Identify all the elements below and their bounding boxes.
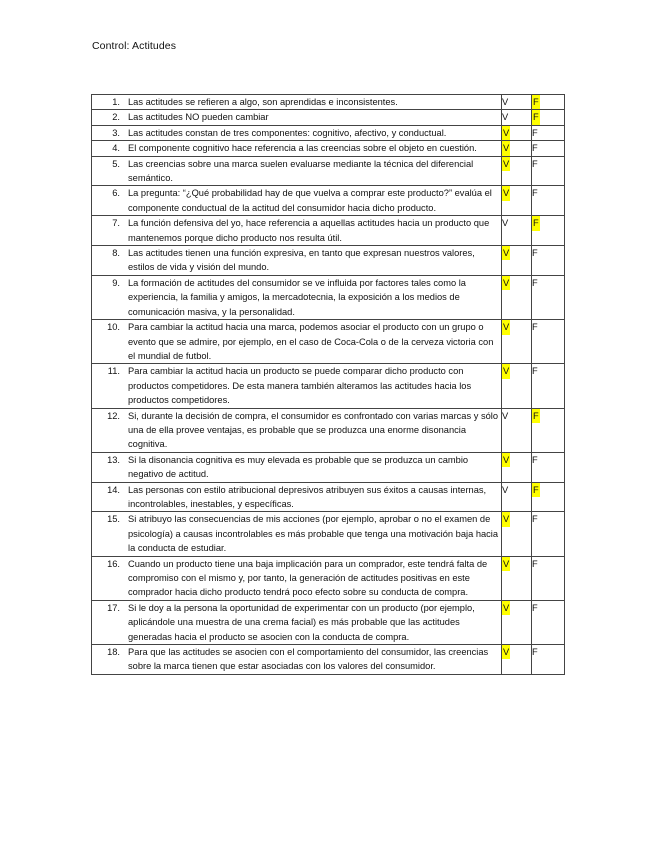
true-cell bbox=[502, 275, 532, 319]
question-text: Si atribuyo las consecuencias de mis acciones (por ejemplo, aprobar o no el examen de psicología) a causas incontrolables es más probable que tenga una motivación baja hacia la conducta de estudiar. bbox=[128, 514, 499, 554]
question-text: La pregunta: “¿Qué probabilidad hay de que vuelva a comprar este producto?” evalúa el componente conductual de la actitud del consumidor hacia dicho producto. bbox=[128, 188, 492, 213]
question-row bbox=[92, 600, 565, 644]
question-number: 1. bbox=[112, 97, 120, 107]
question-cell bbox=[92, 156, 502, 186]
question-cell bbox=[92, 95, 502, 110]
false-option: F bbox=[532, 248, 538, 259]
false-option: F bbox=[532, 127, 538, 138]
question-text: Las actitudes tienen una función expresiva, en tanto que expresan nuestros valores, estilos de vida y visión del mundo. bbox=[128, 248, 475, 273]
question-cell bbox=[92, 275, 502, 319]
question-number: 14. bbox=[107, 484, 120, 495]
false-option: F bbox=[532, 602, 538, 613]
true-option-selected: V bbox=[502, 186, 510, 200]
question-cell bbox=[92, 246, 502, 276]
false-cell bbox=[532, 364, 565, 408]
question-row bbox=[92, 186, 565, 216]
true-cell bbox=[502, 95, 532, 110]
question-row bbox=[92, 216, 565, 246]
question-cell bbox=[92, 364, 502, 408]
false-option-selected: F bbox=[532, 483, 540, 497]
false-option-selected: F bbox=[532, 95, 540, 109]
question-row bbox=[92, 408, 565, 452]
false-option-selected: F bbox=[532, 110, 540, 124]
question-text: Si le doy a la persona la oportunidad de experimentar con un producto (por ejemplo, aplicándole una muestra de una crema facial) es más probable que las actitudes generadas hacia el producto se asocien con la conducta de compra. bbox=[128, 602, 475, 642]
true-option-selected: V bbox=[502, 320, 510, 334]
false-cell bbox=[532, 452, 565, 482]
question-number: 18. bbox=[107, 647, 120, 658]
true-cell bbox=[502, 452, 532, 482]
question-cell bbox=[92, 482, 502, 512]
question-number: 10. bbox=[107, 322, 120, 333]
question-number: 11. bbox=[107, 366, 120, 377]
false-option-selected: F bbox=[532, 216, 540, 230]
true-option-selected: V bbox=[502, 141, 510, 155]
false-cell bbox=[532, 186, 565, 216]
question-text: Las personas con estilo atribucional depresivos atribuyen sus éxitos a causas internas, incontrolables, inestables, y específicas. bbox=[128, 484, 487, 509]
true-option-selected: V bbox=[502, 246, 510, 260]
false-option: F bbox=[532, 366, 538, 377]
true-cell bbox=[502, 125, 532, 140]
false-cell bbox=[532, 408, 565, 452]
question-number: 4. bbox=[112, 143, 120, 154]
question-number: 17. bbox=[107, 602, 120, 613]
false-cell bbox=[532, 320, 565, 364]
question-number: 12. bbox=[107, 410, 120, 421]
question-text: El componente cognitivo hace referencia a las creencias sobre el objeto en cuestión. bbox=[128, 143, 477, 154]
false-option-selected: F bbox=[532, 409, 540, 423]
question-number: 16. bbox=[107, 558, 120, 569]
true-cell bbox=[502, 645, 532, 675]
true-option-selected: V bbox=[502, 453, 510, 467]
false-cell bbox=[532, 645, 565, 675]
question-cell bbox=[92, 110, 502, 125]
true-cell bbox=[502, 600, 532, 644]
false-option: F bbox=[532, 322, 538, 333]
question-row bbox=[92, 246, 565, 276]
false-option: F bbox=[532, 454, 538, 465]
question-text: Para que las actitudes se asocien con el comportamiento del consumidor, las creencias sobre la marca tienen que estar asociadas con los valores del consumidor. bbox=[128, 647, 489, 672]
true-option-selected: V bbox=[502, 557, 510, 571]
question-text: Las actitudes se refieren a algo, son aprendidas e inconsistentes. bbox=[128, 97, 398, 107]
true-option: V bbox=[502, 218, 509, 229]
quiz-table bbox=[91, 94, 565, 675]
question-row bbox=[92, 141, 565, 156]
question-number: 2. bbox=[112, 112, 120, 123]
question-cell bbox=[92, 452, 502, 482]
false-cell bbox=[532, 556, 565, 600]
question-text: Para cambiar la actitud hacia un producto se puede comparar dicho producto con productos competidores. De esta manera también alteramos las actitudes hacia los productos competidores. bbox=[128, 366, 472, 406]
question-number: 3. bbox=[112, 127, 120, 138]
true-option: V bbox=[502, 112, 509, 123]
true-option-selected: V bbox=[502, 276, 510, 290]
true-cell bbox=[502, 408, 532, 452]
false-cell bbox=[532, 125, 565, 140]
question-text: Las actitudes constan de tres componentes: cognitivo, afectivo, y conductual. bbox=[128, 127, 447, 138]
false-option: F bbox=[532, 558, 538, 569]
question-text: Si la disonancia cognitiva es muy elevada es probable que se produzca un cambio negativo de actitud. bbox=[128, 454, 469, 480]
document-title: Control: Actitudes bbox=[92, 40, 177, 52]
true-cell bbox=[502, 186, 532, 216]
true-cell bbox=[502, 141, 532, 156]
question-cell bbox=[92, 408, 502, 452]
question-row bbox=[92, 275, 565, 319]
true-option: V bbox=[502, 97, 509, 107]
true-cell bbox=[502, 110, 532, 125]
true-cell bbox=[502, 512, 532, 556]
false-cell bbox=[532, 110, 565, 125]
false-option: F bbox=[532, 277, 538, 288]
question-cell bbox=[92, 216, 502, 246]
false-cell bbox=[532, 512, 565, 556]
true-option: V bbox=[502, 484, 509, 495]
question-text: Si, durante la decisión de compra, el consumidor es confrontado con varias marcas y sólo una de ella provee ventajas, es probable que se produzca una enorme disonancia cognitiva. bbox=[128, 410, 498, 450]
question-row bbox=[92, 95, 565, 110]
quiz-body bbox=[92, 95, 565, 675]
true-cell bbox=[502, 320, 532, 364]
question-row bbox=[92, 110, 565, 125]
question-text: Para cambiar la actitud hacia una marca, podemos asociar el producto con un grupo o evento que se admire, por ejemplo, en el caso de Coca-Cola o de la cerveza victoria con el mundial de futbol. bbox=[128, 322, 494, 361]
true-cell bbox=[502, 216, 532, 246]
question-text: Las actitudes NO pueden cambiar bbox=[128, 112, 269, 123]
false-option: F bbox=[532, 647, 538, 658]
true-option-selected: V bbox=[502, 157, 510, 171]
question-number: 6. bbox=[112, 188, 120, 199]
question-row bbox=[92, 482, 565, 512]
true-option-selected: V bbox=[502, 512, 510, 526]
question-cell bbox=[92, 186, 502, 216]
question-row bbox=[92, 364, 565, 408]
question-row bbox=[92, 320, 565, 364]
true-option: V bbox=[502, 410, 509, 421]
question-row bbox=[92, 645, 565, 675]
false-option: F bbox=[532, 514, 538, 525]
question-row bbox=[92, 156, 565, 186]
true-cell bbox=[502, 364, 532, 408]
question-text: Las creencias sobre una marca suelen evaluarse mediante la técnica del diferencial semántico. bbox=[128, 158, 474, 184]
question-text: Cuando un producto tiene una baja implicación para un comprador, este tendrá falta de compromiso con el mismo y, por tanto, la generación de actitudes positivas en este comprador hacia dicho producto tendrá poco efecto sobre su conducta de compra. bbox=[128, 558, 488, 598]
false-option: F bbox=[532, 143, 538, 154]
false-cell bbox=[532, 156, 565, 186]
question-cell bbox=[92, 600, 502, 644]
true-cell bbox=[502, 156, 532, 186]
question-number: 9. bbox=[112, 277, 120, 288]
true-cell bbox=[502, 556, 532, 600]
true-option-selected: V bbox=[502, 126, 510, 140]
false-cell bbox=[532, 275, 565, 319]
true-cell bbox=[502, 482, 532, 512]
false-cell bbox=[532, 216, 565, 246]
question-row bbox=[92, 512, 565, 556]
question-cell bbox=[92, 141, 502, 156]
question-cell bbox=[92, 512, 502, 556]
true-option-selected: V bbox=[502, 645, 510, 659]
question-number: 7. bbox=[112, 218, 120, 229]
question-text: La función defensiva del yo, hace referencia a aquellas actitudes hacia un producto que mantenemos porque dicho producto nos resulta útil. bbox=[128, 218, 490, 243]
true-cell bbox=[502, 246, 532, 276]
false-cell bbox=[532, 482, 565, 512]
question-number: 15. bbox=[107, 514, 120, 525]
false-cell bbox=[532, 600, 565, 644]
question-cell bbox=[92, 125, 502, 140]
question-number: 13. bbox=[107, 454, 120, 465]
true-option-selected: V bbox=[502, 364, 510, 378]
question-number: 5. bbox=[112, 158, 120, 169]
question-row bbox=[92, 556, 565, 600]
true-option-selected: V bbox=[502, 601, 510, 615]
false-cell bbox=[532, 141, 565, 156]
question-cell bbox=[92, 556, 502, 600]
false-option: F bbox=[532, 188, 538, 199]
question-row bbox=[92, 452, 565, 482]
question-cell bbox=[92, 645, 502, 675]
question-text: La formación de actitudes del consumidor se ve influida por factores tales como la experiencia, la familia y amigos, la mercadotecnia, la exposición a los medios de comunicación masiva, y la personalidad. bbox=[128, 277, 466, 317]
question-number: 8. bbox=[112, 248, 120, 259]
false-cell bbox=[532, 246, 565, 276]
question-cell bbox=[92, 320, 502, 364]
false-option: F bbox=[532, 158, 538, 169]
false-cell bbox=[532, 95, 565, 110]
question-row bbox=[92, 125, 565, 140]
